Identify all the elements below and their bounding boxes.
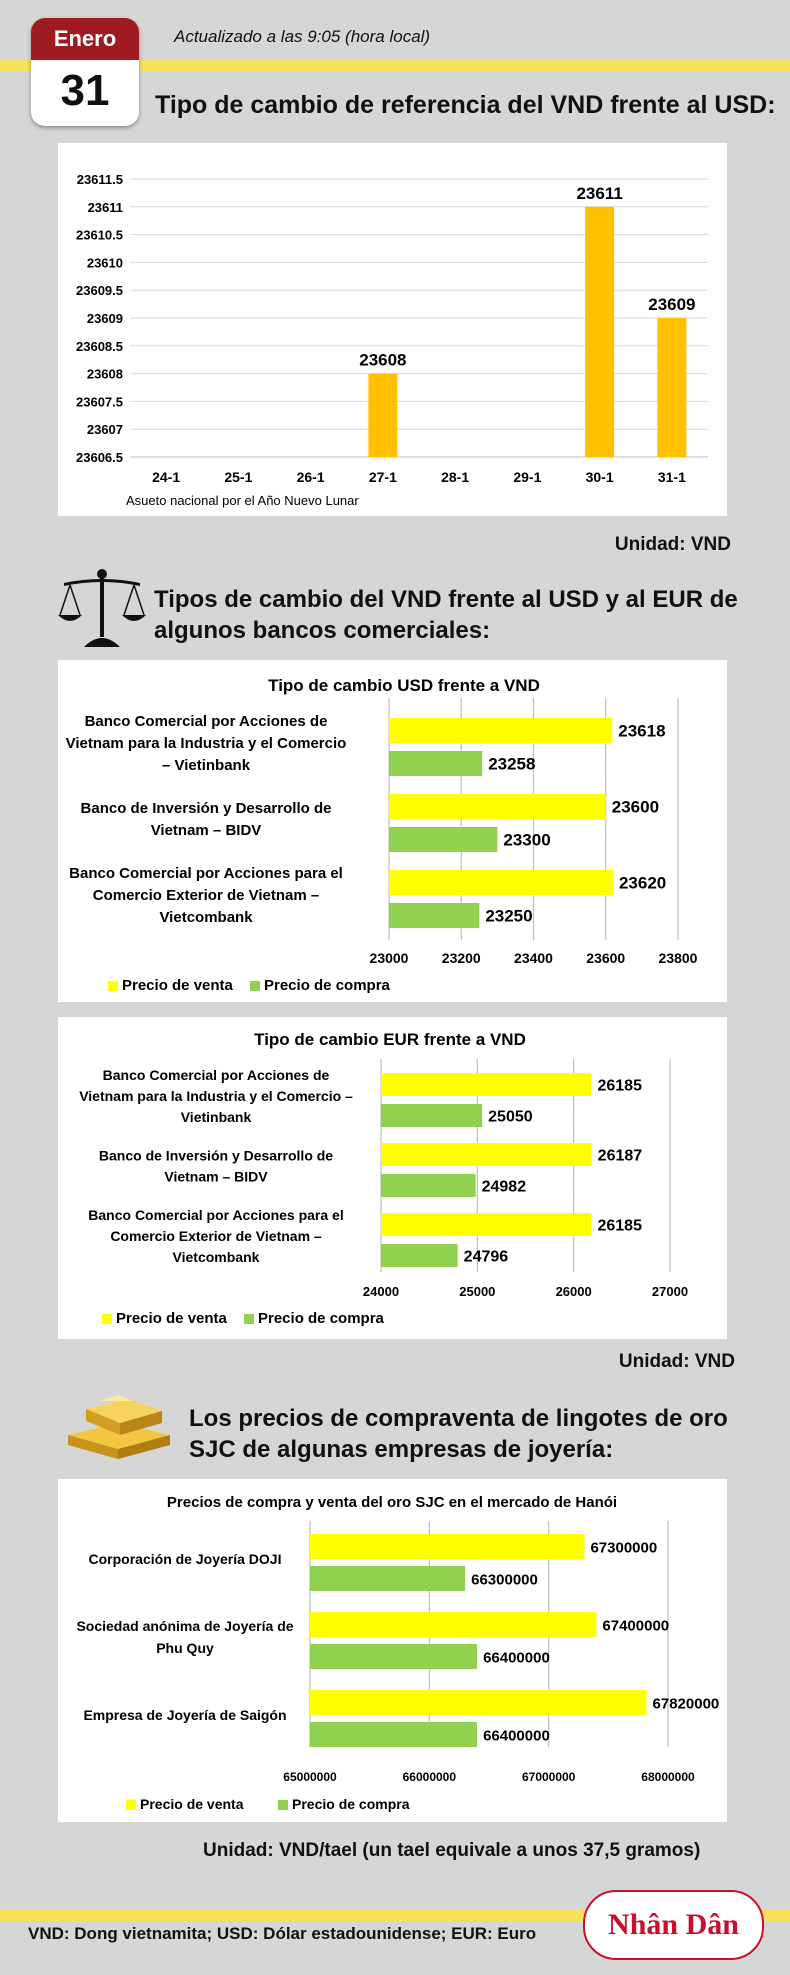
- eur-rate-chart: [58, 1017, 727, 1339]
- x-tick-label: 31-1: [657, 469, 686, 485]
- data-label: 23611: [576, 183, 623, 203]
- bar-sell: [310, 1612, 596, 1637]
- data-label: 23608: [359, 350, 407, 370]
- legend-swatch-sell: [126, 1800, 136, 1810]
- x-tick-label: 68000000: [641, 1770, 695, 1784]
- data-label: 23609: [648, 295, 696, 314]
- category-label: Vietnam – BIDV: [164, 1168, 268, 1185]
- x-tick-label: 23200: [441, 950, 481, 966]
- abbreviations-note: VND: Dong vietnamita; USD: Dólar estadounidense; EUR: Euro: [28, 1924, 537, 1943]
- bar-buy: [389, 903, 479, 928]
- reference-rate-chart: [58, 143, 727, 516]
- data-label: 23620: [618, 873, 667, 893]
- bar-buy: [381, 1244, 458, 1267]
- x-tick-label: 23600: [586, 950, 626, 966]
- y-tick-label: 23610.5: [76, 227, 123, 243]
- category-label: Comercio Exterior de Vietnam –: [92, 887, 320, 904]
- x-tick-label: 26000: [555, 1284, 592, 1299]
- legend-swatch-sell: [108, 981, 118, 991]
- data-label: 66400000: [483, 1649, 550, 1667]
- y-tick-label: 23608: [86, 366, 123, 382]
- date-calendar: [31, 18, 139, 126]
- section3-title-line1: Los precios de compraventa de lingotes de oro: [189, 1405, 728, 1432]
- data-label: 67300000: [590, 1539, 658, 1557]
- bar: [368, 374, 397, 457]
- category-label: Vietcombank: [159, 909, 253, 926]
- x-tick-label: 30-1: [585, 469, 614, 485]
- x-tick-label: 24000: [362, 1284, 400, 1299]
- y-tick-label: 23609.5: [76, 283, 123, 299]
- category-label: Banco Comercial por Acciones de: [102, 1067, 330, 1083]
- data-label: 66300000: [471, 1571, 538, 1589]
- unit-label-2: Unidad: VND: [618, 1351, 735, 1372]
- category-label: Banco de Inversión y Desarrollo de: [98, 1147, 334, 1164]
- bar-buy: [389, 751, 482, 776]
- data-label: 23600: [611, 797, 660, 817]
- data-label: 26185: [597, 1077, 642, 1095]
- bar-sell: [381, 1143, 592, 1166]
- data-label: 25050: [488, 1108, 533, 1126]
- category-label: Vietnam – BIDV: [150, 822, 262, 839]
- category-label: Vietnam para la Industria y el Comercio –: [79, 1088, 353, 1104]
- chart-title: Precios de compra y venta del oro SJC en el mercado de Hanói: [166, 1494, 618, 1511]
- unit-label-gold: Unidad: VND/tael (un tael equivale a unos 37,5 gramos): [203, 1840, 701, 1861]
- legend-label-sell: Precio de venta: [116, 1310, 227, 1327]
- category-label: Comercio Exterior de Vietnam –: [110, 1228, 322, 1244]
- calendar-month: Enero: [31, 18, 139, 60]
- y-tick-label: 23611: [87, 199, 123, 215]
- section1-title: Tipo de cambio de referencia del VND frente al USD:: [155, 91, 776, 119]
- data-label: 66400000: [483, 1727, 550, 1745]
- calendar-day: 31: [60, 66, 110, 115]
- bar-sell: [389, 794, 606, 819]
- legend-label-sell: Precio de venta: [140, 1796, 244, 1812]
- legend-label-buy: Precio de compra: [292, 1796, 410, 1812]
- gold-price-panel: [58, 1479, 727, 1822]
- y-tick-label: 23607: [86, 422, 123, 438]
- category-label: Sociedad anónima de Joyería de: [76, 1618, 294, 1634]
- category-label: Empresa de Joyería de Saigón: [83, 1707, 287, 1723]
- x-tick-label: 25-1: [224, 469, 253, 485]
- data-label: 26187: [597, 1147, 643, 1165]
- legend-swatch-buy: [244, 1314, 254, 1324]
- category-label: Banco Comercial por Acciones para el: [69, 865, 343, 882]
- y-tick-label: 23606.5: [76, 450, 123, 465]
- data-label: 26185: [597, 1217, 642, 1235]
- data-label: 24982: [481, 1178, 527, 1196]
- data-label: 23250: [485, 906, 533, 926]
- chart-title: Tipo de cambio EUR frente a VND: [254, 1030, 526, 1049]
- section2-title-line1: Tipos de cambio del VND frente al USD y al EUR de: [154, 586, 738, 613]
- x-tick-label: 24-1: [152, 469, 181, 485]
- bar-buy: [389, 827, 497, 852]
- bar: [657, 318, 686, 457]
- bar-buy: [381, 1174, 476, 1197]
- scales-icon: [58, 567, 146, 654]
- data-label: 67820000: [652, 1695, 720, 1713]
- category-label: Phu Quy: [156, 1640, 214, 1656]
- legend-label-buy: Precio de compra: [264, 977, 390, 994]
- legend-swatch-buy: [278, 1800, 288, 1810]
- y-tick-label: 23611.5: [76, 172, 123, 187]
- y-tick-label: 23607.5: [76, 394, 123, 410]
- bar-buy: [381, 1104, 482, 1127]
- legend-label-sell: Precio de venta: [122, 977, 233, 994]
- bar-sell: [310, 1690, 647, 1715]
- y-tick-label: 23608.5: [76, 338, 123, 354]
- updated-time: Actualizado a las 9:05 (hora local): [174, 27, 431, 46]
- x-tick-label: 65000000: [283, 1770, 337, 1784]
- x-tick-label: 66000000: [402, 1770, 457, 1784]
- chart-title: Tipo de cambio USD frente a VND: [268, 676, 540, 695]
- y-tick-label: 23609: [86, 311, 123, 326]
- data-label: 23258: [488, 754, 536, 774]
- bar-buy: [310, 1722, 477, 1747]
- bar: [585, 207, 614, 457]
- unit-label-1: Unidad: VND: [614, 534, 731, 555]
- bar-sell: [310, 1534, 584, 1559]
- gold-bars-icon: [58, 1383, 178, 1468]
- bar-sell: [389, 718, 612, 743]
- usd-rate-chart: [58, 660, 727, 1002]
- bar-sell: [381, 1073, 591, 1096]
- category-label: Banco de Inversión y Desarrollo de: [80, 800, 332, 817]
- section2-title-line2: algunos bancos comerciales:: [154, 617, 491, 644]
- data-label: 67400000: [602, 1617, 670, 1635]
- x-tick-label: 26-1: [296, 469, 325, 485]
- bar-sell: [381, 1213, 591, 1236]
- x-tick-label: 67000000: [521, 1770, 576, 1784]
- category-label: Banco Comercial por Acciones para el: [88, 1207, 344, 1223]
- x-tick-label: 23400: [514, 950, 553, 966]
- x-tick-label: 23800: [658, 950, 698, 966]
- x-tick-label: 27-1: [368, 469, 397, 485]
- nhan-dan-logo: Nhân Dân: [583, 1890, 764, 1960]
- legend-swatch-buy: [250, 981, 260, 991]
- y-tick-label: 23610: [86, 255, 123, 271]
- data-label: 23300: [503, 830, 551, 850]
- usd-rate-panel: [58, 660, 727, 1002]
- section3-title-line2: SJC de algunas empresas de joyería:: [189, 1436, 614, 1463]
- x-tick-label: 25000: [459, 1284, 496, 1299]
- x-tick-label: 23000: [369, 950, 409, 966]
- category-label: Vietnam para la Industria y el Comercio: [65, 735, 347, 752]
- legend-swatch-sell: [102, 1314, 112, 1324]
- data-label: 23618: [618, 721, 666, 741]
- category-label: – Vietinbank: [161, 757, 251, 774]
- category-label: Corporación de Joyería DOJI: [88, 1551, 282, 1567]
- legend-label-buy: Precio de compra: [258, 1310, 384, 1327]
- gold-price-chart: [58, 1479, 727, 1822]
- reference-rate-panel: [58, 143, 727, 516]
- category-label: Vietcombank: [172, 1249, 260, 1265]
- data-label: 24796: [463, 1248, 509, 1266]
- eur-rate-panel: [58, 1017, 727, 1339]
- holiday-annotation: Asueto nacional por el Año Nuevo Lunar: [126, 493, 359, 508]
- bar-buy: [310, 1566, 465, 1591]
- bar-sell: [389, 870, 613, 895]
- category-label: Vietinbank: [180, 1109, 252, 1125]
- x-tick-label: 29-1: [513, 469, 542, 485]
- x-tick-label: 28-1: [441, 469, 470, 485]
- x-tick-label: 27000: [651, 1284, 689, 1299]
- bar-buy: [310, 1644, 477, 1669]
- category-label: Banco Comercial por Acciones de: [84, 713, 328, 730]
